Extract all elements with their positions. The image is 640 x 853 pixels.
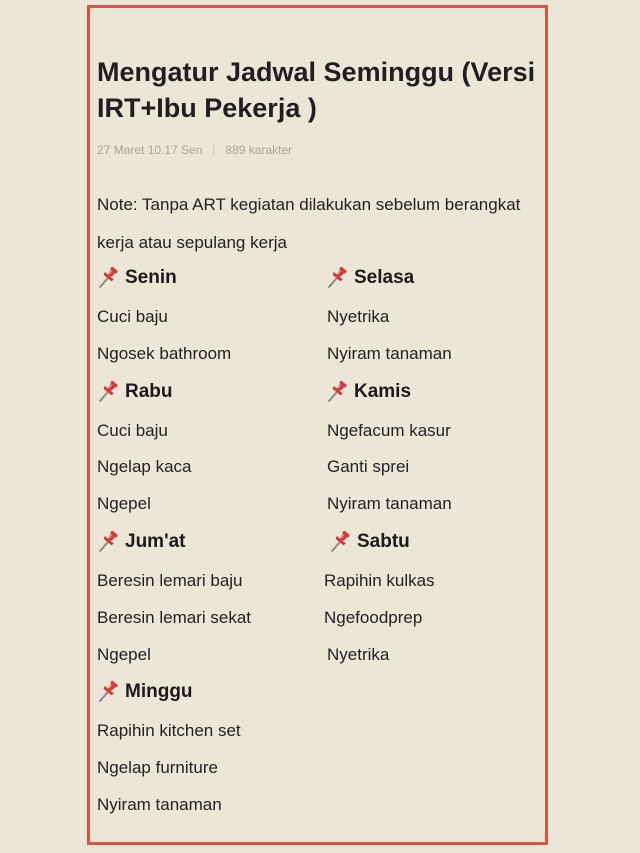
task-item: Nyiram tanaman (327, 344, 452, 363)
day-heading-jumat (97, 530, 185, 554)
pushpin-icon (97, 380, 119, 404)
task-item: Nyiram tanaman (327, 494, 452, 513)
day-name: Jum'at (125, 531, 186, 552)
day-name: Rabu (125, 381, 173, 402)
pushpin-icon (97, 266, 119, 290)
note-meta (97, 143, 292, 157)
task-item: Ganti sprei (327, 457, 410, 476)
task-item: Cuci baju (97, 307, 168, 326)
day-heading-kamis (326, 380, 411, 404)
day-name: Selasa (354, 267, 415, 288)
task-item: Ngefacum kasur (327, 421, 451, 440)
pushpin-icon (97, 530, 119, 554)
task-item: Ngelap kaca (97, 457, 192, 476)
task-item: Nyiram tanaman (97, 795, 222, 814)
note-text: Note: Tanpa ART kegiatan dilakukan sebelum berangkat kerja atau sepulang kerja (97, 195, 521, 252)
task-item: Ngosek bathroom (97, 344, 232, 363)
task-item: Ngefoodprep (324, 608, 423, 627)
day-heading-sabtu (329, 530, 410, 554)
task-item: Ngepel (97, 494, 151, 513)
task-item: Nyetrika (327, 645, 390, 664)
day-heading-selasa (326, 266, 414, 290)
note-date: 27 Maret 10.17 Sen (97, 143, 203, 157)
task-item: Rapihin kitchen set (97, 721, 241, 740)
day-name: Kamis (354, 381, 412, 402)
day-name: Sabtu (357, 531, 410, 552)
pushpin-icon (326, 266, 348, 290)
pushpin-icon (329, 530, 351, 554)
pushpin-icon (97, 680, 119, 704)
task-item: Beresin lemari sekat (97, 608, 252, 627)
day-heading-minggu (97, 680, 193, 704)
character-count: 889 karakter (225, 143, 293, 157)
meta-divider (213, 145, 214, 155)
task-item: Beresin lemari baju (97, 571, 243, 590)
task-item: Ngepel (97, 645, 151, 664)
task-item: Rapihin kulkas (324, 571, 435, 590)
task-item: Cuci baju (97, 421, 168, 440)
task-item: Ngelap furniture (97, 758, 218, 777)
note-title: Mengatur Jadwal Seminggu (Versi IRT+Ibu Pekerja ) (97, 57, 536, 123)
day-heading-senin (97, 266, 177, 290)
day-name: Minggu (125, 681, 193, 702)
day-heading-rabu (97, 380, 173, 404)
pushpin-icon (326, 380, 348, 404)
task-item: Nyetrika (327, 307, 390, 326)
day-name: Senin (125, 267, 177, 288)
